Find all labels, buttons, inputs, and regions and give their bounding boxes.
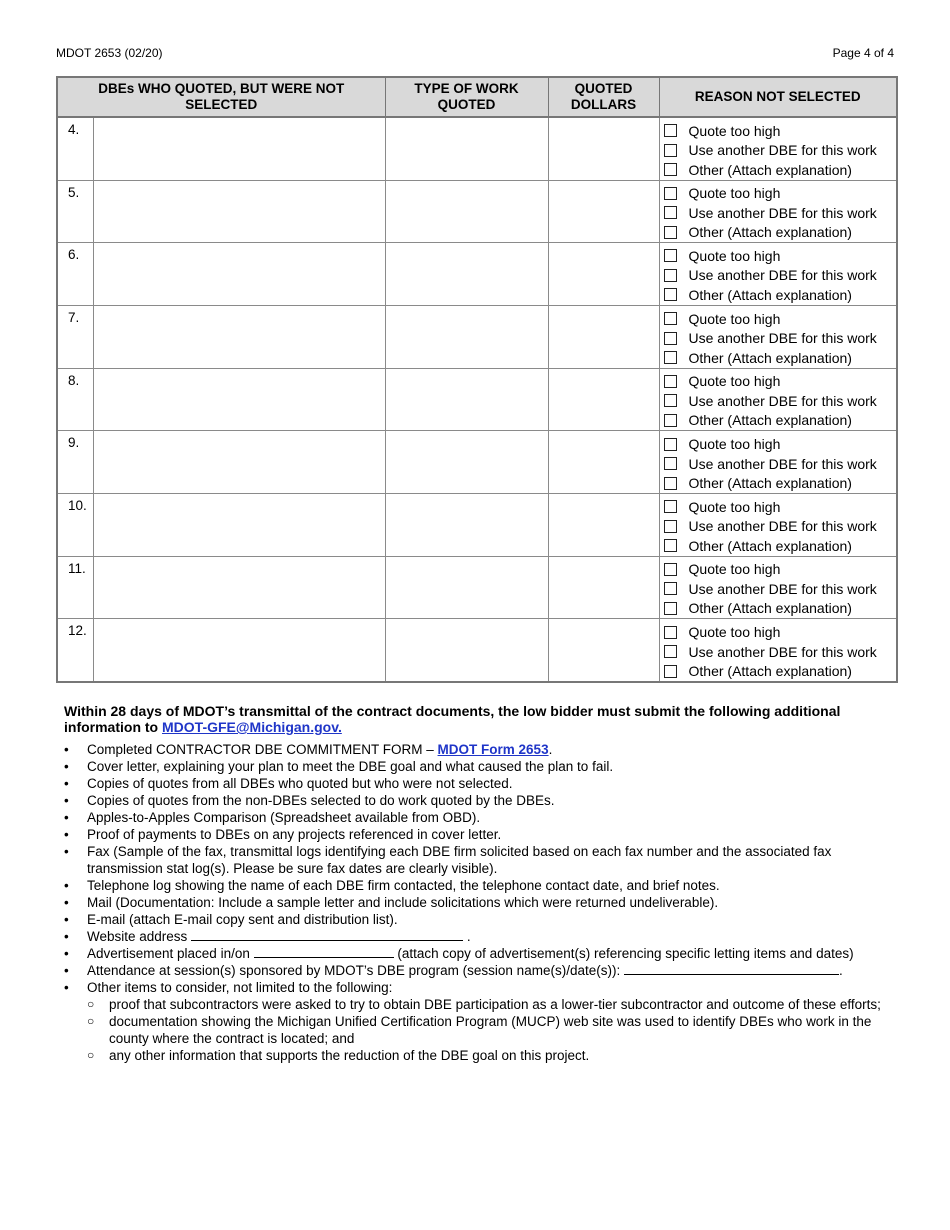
checkbox[interactable] bbox=[664, 665, 677, 678]
bullet: • bbox=[64, 980, 69, 995]
option-label: Quote too high bbox=[688, 247, 781, 264]
table-row bbox=[57, 305, 897, 368]
type-of-work-cell[interactable] bbox=[385, 619, 548, 682]
quoted-dollars-cell[interactable] bbox=[548, 368, 659, 431]
sub-list-item bbox=[87, 996, 884, 1013]
quoted-dollars-cell[interactable] bbox=[548, 493, 659, 556]
option-label: Other (Attach explanation) bbox=[688, 161, 852, 178]
quoted-dollars-cell[interactable] bbox=[548, 431, 659, 494]
option-label: Other (Attach explanation) bbox=[688, 286, 852, 303]
requirements-list bbox=[64, 741, 884, 1064]
row-number: 11. bbox=[57, 556, 93, 619]
reason-option-quote-too-high bbox=[662, 560, 897, 580]
checkbox[interactable] bbox=[664, 602, 677, 615]
option-label: Use another DBE for this work bbox=[688, 643, 877, 660]
item-end: . bbox=[838, 963, 843, 978]
checkbox[interactable] bbox=[664, 332, 677, 345]
reason-option-another-dbe bbox=[662, 454, 897, 474]
reason-cell bbox=[659, 619, 897, 682]
quoted-dollars-cell[interactable] bbox=[548, 180, 659, 243]
option-label: Quote too high bbox=[688, 498, 781, 515]
type-of-work-cell[interactable] bbox=[385, 180, 548, 243]
type-of-work-cell[interactable] bbox=[385, 117, 548, 180]
col-header-dbe: DBEs WHO QUOTED, BUT WERE NOT SELECTED bbox=[57, 77, 385, 117]
checkbox[interactable] bbox=[664, 124, 677, 137]
checkbox[interactable] bbox=[664, 206, 677, 219]
item-text: Proof of payments to DBEs on any projects referenced in cover letter. bbox=[87, 827, 502, 842]
bullet: • bbox=[64, 946, 69, 961]
item-text: Copies of quotes from the non-DBEs selected to do work quoted by the DBEs. bbox=[87, 793, 555, 808]
checkbox[interactable] bbox=[664, 163, 677, 176]
list-item bbox=[64, 758, 884, 775]
reason-option-quote-too-high bbox=[662, 184, 897, 204]
option-label: Use another DBE for this work bbox=[688, 142, 877, 159]
dbe-not-selected-table bbox=[56, 76, 898, 683]
reason-cell bbox=[659, 243, 897, 306]
quoted-dollars-cell[interactable] bbox=[548, 619, 659, 682]
reason-option-another-dbe bbox=[662, 516, 897, 536]
advertisement-label: Advertisement placed in/on bbox=[87, 946, 250, 961]
option-label: Other (Attach explanation) bbox=[688, 224, 852, 241]
attendance-field[interactable] bbox=[624, 962, 839, 975]
option-label: Use another DBE for this work bbox=[688, 580, 877, 597]
reason-cell bbox=[659, 556, 897, 619]
bullet: • bbox=[64, 929, 69, 944]
list-item bbox=[64, 894, 884, 911]
option-label: Use another DBE for this work bbox=[688, 455, 877, 472]
reason-option-another-dbe bbox=[662, 203, 897, 223]
sub-item-text: any other information that supports the reduction of the DBE goal on this project. bbox=[109, 1048, 590, 1063]
table-row bbox=[57, 180, 897, 243]
row-number: 7. bbox=[57, 305, 93, 368]
row-number: 10. bbox=[57, 493, 93, 556]
reason-option-other bbox=[662, 223, 897, 243]
type-of-work-cell[interactable] bbox=[385, 243, 548, 306]
option-label: Quote too high bbox=[688, 373, 781, 390]
checkbox[interactable] bbox=[664, 226, 677, 239]
reason-option-another-dbe bbox=[662, 328, 897, 348]
list-item bbox=[64, 979, 884, 1064]
checkbox[interactable] bbox=[664, 394, 677, 407]
bullet: • bbox=[64, 810, 69, 825]
type-of-work-cell[interactable] bbox=[385, 368, 548, 431]
list-item bbox=[64, 775, 884, 792]
advertisement-suffix: (attach copy of advertisement(s) referencing specific letting items and dates) bbox=[397, 946, 854, 961]
table-row bbox=[57, 556, 897, 619]
table-row bbox=[57, 243, 897, 306]
option-label: Quote too high bbox=[688, 561, 781, 578]
advertisement-field[interactable] bbox=[254, 945, 394, 958]
quoted-dollars-cell[interactable] bbox=[548, 243, 659, 306]
checkbox[interactable] bbox=[664, 477, 677, 490]
row-number: 9. bbox=[57, 431, 93, 494]
table-row bbox=[57, 619, 897, 682]
list-item bbox=[64, 826, 884, 843]
table-row bbox=[57, 368, 897, 431]
option-label: Other (Attach explanation) bbox=[688, 663, 852, 680]
reason-option-quote-too-high bbox=[662, 121, 897, 141]
dbe-name-cell[interactable] bbox=[93, 305, 385, 368]
bullet: • bbox=[64, 827, 69, 842]
bullet: • bbox=[64, 895, 69, 910]
checkbox[interactable] bbox=[664, 312, 677, 325]
row-number: 8. bbox=[57, 368, 93, 431]
option-label: Use another DBE for this work bbox=[688, 392, 877, 409]
type-of-work-cell[interactable] bbox=[385, 556, 548, 619]
list-item bbox=[64, 928, 884, 945]
list-item bbox=[64, 792, 884, 809]
reason-option-another-dbe bbox=[662, 642, 897, 662]
checkbox[interactable] bbox=[664, 563, 677, 576]
bullet: • bbox=[64, 776, 69, 791]
option-label: Use another DBE for this work bbox=[688, 330, 877, 347]
reason-cell bbox=[659, 305, 897, 368]
reason-option-other bbox=[662, 536, 897, 556]
mdot-form-2653-link[interactable]: MDOT Form 2653 bbox=[437, 742, 549, 757]
reason-option-other bbox=[662, 348, 897, 368]
dbe-name-cell[interactable] bbox=[93, 243, 385, 306]
checkbox[interactable] bbox=[664, 144, 677, 157]
dbe-name-cell[interactable] bbox=[93, 368, 385, 431]
table-row bbox=[57, 493, 897, 556]
option-label: Quote too high bbox=[688, 122, 781, 139]
reason-cell bbox=[659, 431, 897, 494]
list-item bbox=[64, 843, 884, 877]
intro-text: Within 28 days of MDOT’s transmittal of the contract documents, the low bidder must submit the following additional information to bbox=[64, 703, 841, 735]
page-number: Page 4 of 4 bbox=[832, 46, 894, 60]
dbe-name-cell[interactable] bbox=[93, 117, 385, 180]
option-label: Use another DBE for this work bbox=[688, 204, 877, 221]
checkbox[interactable] bbox=[664, 249, 677, 262]
reason-option-quote-too-high bbox=[662, 309, 897, 329]
checkbox[interactable] bbox=[664, 414, 677, 427]
form-id: MDOT 2653 (02/20) bbox=[56, 46, 163, 60]
checkbox[interactable] bbox=[664, 500, 677, 513]
option-label: Other (Attach explanation) bbox=[688, 600, 852, 617]
list-item bbox=[64, 741, 884, 758]
sub-item-text: proof that subcontractors were asked to try to obtain DBE participation as a lower-tier subcontractor and outcome of these efforts; bbox=[109, 997, 881, 1012]
checkbox[interactable] bbox=[664, 438, 677, 451]
sub-bullet: ○ bbox=[87, 997, 95, 1011]
quoted-dollars-cell[interactable] bbox=[548, 556, 659, 619]
instructions-section bbox=[64, 703, 884, 1064]
sub-list-item bbox=[87, 1013, 884, 1047]
bullet: • bbox=[64, 759, 69, 774]
list-item bbox=[64, 877, 884, 894]
checkbox[interactable] bbox=[664, 375, 677, 388]
option-label: Use another DBE for this work bbox=[688, 267, 877, 284]
checkbox[interactable] bbox=[664, 539, 677, 552]
option-label: Other (Attach explanation) bbox=[688, 412, 852, 429]
sub-list-item bbox=[87, 1047, 884, 1064]
instructions-intro bbox=[64, 703, 884, 735]
item-text: Cover letter, explaining your plan to meet the DBE goal and what caused the plan to fail. bbox=[87, 759, 614, 774]
checkbox[interactable] bbox=[664, 626, 677, 639]
table-row bbox=[57, 117, 897, 180]
item-end: . bbox=[548, 742, 553, 757]
reason-option-quote-too-high bbox=[662, 434, 897, 454]
reason-cell bbox=[659, 117, 897, 180]
option-label: Quote too high bbox=[688, 310, 781, 327]
reason-option-quote-too-high bbox=[662, 246, 897, 266]
dbe-name-cell[interactable] bbox=[93, 180, 385, 243]
col-header-type-of-work: TYPE OF WORK QUOTED bbox=[385, 77, 548, 117]
table-row bbox=[57, 431, 897, 494]
sub-bullet: ○ bbox=[87, 1014, 95, 1028]
item-text: Mail (Documentation: Include a sample letter and include solicitations which were returned undeliverable). bbox=[87, 895, 719, 910]
item-text: Telephone log showing the name of each DBE firm contacted, the telephone contact date, and brief notes. bbox=[87, 878, 720, 893]
option-label: Quote too high bbox=[688, 436, 781, 452]
row-number: 6. bbox=[57, 243, 93, 306]
website-label: Website address bbox=[87, 929, 188, 944]
option-label: Quote too high bbox=[688, 185, 781, 202]
type-of-work-cell[interactable] bbox=[385, 431, 548, 494]
reason-option-other bbox=[662, 473, 897, 493]
reason-option-other bbox=[662, 661, 897, 681]
reason-option-another-dbe bbox=[662, 266, 897, 286]
bullet: • bbox=[64, 793, 69, 808]
checkbox[interactable] bbox=[664, 351, 677, 364]
sub-bullet: ○ bbox=[87, 1048, 95, 1062]
attendance-label: Attendance at session(s) sponsored by MDOT’s DBE program (session name(s)/date(s)): bbox=[87, 963, 621, 978]
quoted-dollars-cell[interactable] bbox=[548, 305, 659, 368]
reason-option-quote-too-high bbox=[662, 497, 897, 517]
bullet: • bbox=[64, 742, 69, 757]
website-address-field[interactable] bbox=[191, 928, 463, 941]
col-header-reason: REASON NOT SELECTED bbox=[659, 77, 897, 117]
checkbox[interactable] bbox=[664, 520, 677, 533]
option-label: Other (Attach explanation) bbox=[688, 349, 852, 366]
other-items-list bbox=[87, 996, 884, 1064]
item-text: Completed CONTRACTOR DBE COMMITMENT FORM – bbox=[87, 742, 438, 757]
reason-option-another-dbe bbox=[662, 141, 897, 161]
reason-option-other bbox=[662, 160, 897, 180]
dbe-name-cell[interactable] bbox=[93, 556, 385, 619]
item-text: Apples-to-Apples Comparison (Spreadsheet available from OBD). bbox=[87, 810, 481, 825]
other-items-label: Other items to consider, not limited to the following: bbox=[87, 980, 393, 995]
checkbox[interactable] bbox=[664, 187, 677, 200]
row-number: 5. bbox=[57, 180, 93, 243]
checkbox[interactable] bbox=[664, 288, 677, 301]
option-label: Use another DBE for this work bbox=[688, 518, 877, 535]
list-item bbox=[64, 962, 884, 979]
dbe-name-cell[interactable] bbox=[93, 493, 385, 556]
dbe-name-cell[interactable] bbox=[93, 431, 385, 494]
row-number: 12. bbox=[57, 619, 93, 682]
item-text: Fax (Sample of the fax, transmittal logs identifying each DBE firm solicited based on each fax number and the associated fax transmission stat log(s). Please be sure fax dates are clearly visible). bbox=[87, 844, 832, 876]
reason-option-other bbox=[662, 411, 897, 431]
option-label: Quote too high bbox=[688, 624, 781, 641]
reason-option-another-dbe bbox=[662, 579, 897, 599]
list-item bbox=[64, 911, 884, 928]
checkbox[interactable] bbox=[664, 582, 677, 595]
col-header-quoted-dollars: QUOTED DOLLARS bbox=[548, 77, 659, 117]
bullet: • bbox=[64, 878, 69, 893]
checkbox[interactable] bbox=[664, 457, 677, 470]
bullet: • bbox=[64, 912, 69, 927]
bullet: • bbox=[64, 844, 69, 859]
bullet: • bbox=[64, 963, 69, 978]
checkbox[interactable] bbox=[664, 269, 677, 282]
dbe-name-cell[interactable] bbox=[93, 619, 385, 682]
item-text: Copies of quotes from all DBEs who quoted but who were not selected. bbox=[87, 776, 513, 791]
gfe-email-link[interactable]: MDOT-GFE@Michigan.gov. bbox=[162, 719, 342, 735]
row-number: 4. bbox=[57, 117, 93, 180]
type-of-work-cell[interactable] bbox=[385, 493, 548, 556]
item-text: E-mail (attach E-mail copy sent and distribution list). bbox=[87, 912, 398, 927]
list-item bbox=[64, 809, 884, 826]
type-of-work-cell[interactable] bbox=[385, 305, 548, 368]
item-end: . bbox=[466, 929, 471, 944]
reason-option-other bbox=[662, 599, 897, 619]
list-item bbox=[64, 945, 884, 962]
checkbox[interactable] bbox=[664, 645, 677, 658]
reason-cell bbox=[659, 368, 897, 431]
reason-option-quote-too-high bbox=[662, 622, 897, 642]
sub-item-text: documentation showing the Michigan Unified Certification Program (MUCP) web site was used to identify DBEs who work in the county where the contract is located; and bbox=[109, 1014, 872, 1046]
option-label: Other (Attach explanation) bbox=[688, 475, 852, 491]
reason-cell bbox=[659, 180, 897, 243]
reason-option-other bbox=[662, 285, 897, 305]
reason-option-quote-too-high bbox=[662, 372, 897, 392]
quoted-dollars-cell[interactable] bbox=[548, 117, 659, 180]
reason-option-another-dbe bbox=[662, 391, 897, 411]
option-label: Other (Attach explanation) bbox=[688, 537, 852, 554]
reason-cell bbox=[659, 493, 897, 556]
